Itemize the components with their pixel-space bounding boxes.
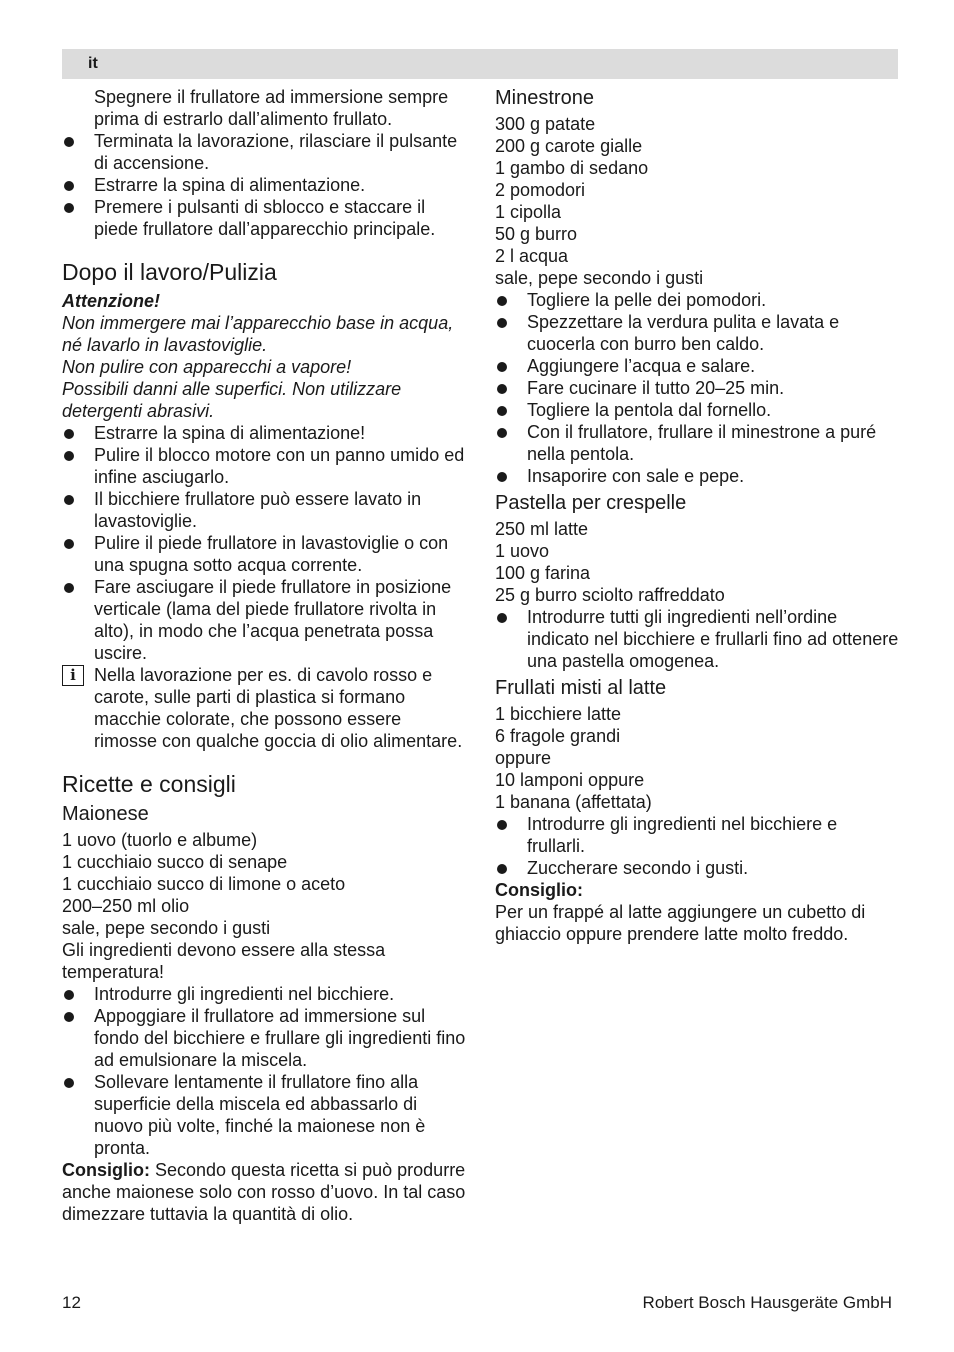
section-title-recipes: Ricette e consigli	[62, 771, 236, 797]
bullet-icon	[64, 451, 74, 461]
maionese-bullet-list	[62, 983, 466, 1159]
ingredient-line: sale, pepe secondo i gusti	[495, 268, 704, 288]
list-item: Fare asciugare il piede frullatore in posizione verticale (lama del piede frullatore rivolta in alto), in modo che l’acqua penetrata possa uscire.	[62, 576, 466, 664]
tip-label: Consiglio:	[495, 880, 583, 900]
bullet-icon	[497, 428, 507, 438]
ingredient-line: 1 banana (affettata)	[495, 792, 652, 812]
ingredient-line: 100 g farina	[495, 563, 591, 583]
ingredient-line: 50 g burro	[495, 224, 578, 244]
ingredient-line: 10 lamponi oppure	[495, 770, 645, 790]
intro-text: Spegnere il frullatore ad immersione sempre prima di estrarlo dall’alimento frullato.	[94, 87, 449, 129]
bullet-icon	[64, 1012, 74, 1022]
bullet-icon	[64, 1078, 74, 1088]
info-note	[62, 664, 466, 752]
list-item: Insaporire con sale e pepe.	[495, 465, 900, 487]
bullet-icon	[64, 583, 74, 593]
minestrone-bullet-list	[495, 289, 900, 487]
tip-text: Secondo questa ricetta si può produrre anche maionese solo con rosso d’uovo. In tal caso dimezzare tuttavia la quantità di olio.	[62, 1160, 466, 1224]
ingredient-line: 1 gambo di sedano	[495, 158, 649, 178]
ingredient-note: Gli ingredienti devono essere alla stessa temperatura!	[62, 940, 386, 982]
ingredient-line: oppure	[495, 748, 552, 768]
list-item: Estrarre la spina di alimentazione!	[62, 422, 466, 444]
ingredient-line: 300 g patate	[495, 114, 596, 134]
list-item: Spezzettare la verdura pulita e lavata e cuocerla con burro ben caldo.	[495, 311, 900, 355]
list-item: Con il frullatore, frullare il minestrone a puré nella pentola.	[495, 421, 900, 465]
warning-text: Possibili danni alle superfici. Non utilizzare detergenti abrasivi.	[62, 379, 402, 421]
frullati-bullet-list	[495, 813, 900, 879]
recipe-title-maionese: Maionese	[62, 803, 149, 825]
list-item: Zuccherare secondo i gusti.	[495, 857, 900, 879]
ingredient-line: 1 cucchiaio succo di senape	[62, 852, 288, 872]
info-text: Nella lavorazione per es. di cavolo rosso e carote, sulle parti di plastica si formano macchie colorate, che possono essere rimosse con qualche goccia di olio alimentare.	[94, 665, 463, 751]
bullet-icon	[64, 539, 74, 549]
right-column	[495, 86, 900, 945]
left-column	[62, 86, 466, 1225]
list-item: Togliere la pelle dei pomodori.	[495, 289, 900, 311]
list-item: Fare cucinare il tutto 20–25 min.	[495, 377, 900, 399]
bullet-icon	[497, 384, 507, 394]
ingredient-line: 1 uovo	[495, 541, 550, 561]
page-number: 12	[62, 1293, 81, 1312]
list-item: Appoggiare il frullatore ad immersione sul fondo del bicchiere e frullare gli ingredienti fino ad emulsionare la miscela.	[62, 1005, 466, 1071]
section-title-cleaning: Dopo il lavoro/Pulizia	[62, 259, 277, 285]
ingredient-line: 1 uovo (tuorlo e albume)	[62, 830, 258, 850]
recipe-title-frullati: Frullati misti al latte	[495, 677, 667, 699]
ingredient-line: 2 l acqua	[495, 246, 569, 266]
list-item: Pulire il piede frullatore in lavastoviglie o con una spugna sotto acqua corrente.	[62, 532, 466, 576]
info-icon: i	[62, 665, 84, 686]
bullet-icon	[64, 181, 74, 191]
list-item: Terminata la lavorazione, rilasciare il pulsante di accensione.	[62, 130, 466, 174]
ingredient-line: 200–250 ml olio	[62, 896, 190, 916]
recipe-title-pastella: Pastella per crespelle	[495, 492, 687, 514]
ingredient-line: 25 g burro sciolto raffreddato	[495, 585, 725, 605]
list-item: Togliere la pentola dal fornello.	[495, 399, 900, 421]
ingredient-line: 1 cipolla	[495, 202, 562, 222]
bullet-icon	[64, 203, 74, 213]
bullet-icon	[64, 990, 74, 1000]
warning-title: Attenzione!	[62, 291, 160, 311]
ingredient-line: sale, pepe secondo i gusti	[62, 918, 271, 938]
intro-bullet-list	[62, 130, 466, 240]
bullet-icon	[497, 864, 507, 874]
list-item: Introdurre gli ingredienti nel bicchiere e frullarli.	[495, 813, 900, 857]
bullet-icon	[497, 613, 507, 623]
list-item: Introdurre gli ingredienti nel bicchiere.	[62, 983, 466, 1005]
bullet-icon	[497, 362, 507, 372]
ingredient-line: 1 cucchiaio succo di limone o aceto	[62, 874, 346, 894]
recipe-title-minestrone: Minestrone	[495, 87, 594, 109]
list-item: Sollevare lentamente il frullatore fino alla superficie della miscela ed abbassarlo di nuovo più volte, finché la maionese non è pronta.	[62, 1071, 466, 1159]
bullet-icon	[64, 137, 74, 147]
bullet-icon	[64, 495, 74, 505]
bullet-icon	[497, 296, 507, 306]
tip-paragraph	[62, 1159, 466, 1225]
bullet-icon	[497, 406, 507, 416]
ingredient-line: 250 ml latte	[495, 519, 589, 539]
bullet-icon	[497, 318, 507, 328]
list-item: Introdurre tutti gli ingredienti nell’ordine indicato nel bicchiere e frullarli fino ad ottenere una pastella omogenea.	[495, 606, 900, 672]
language-code: it	[88, 55, 98, 72]
list-item: Aggiungere l’acqua e salare.	[495, 355, 900, 377]
bullet-icon	[64, 429, 74, 439]
list-item: Il bicchiere frullatore può essere lavato in lavastoviglie.	[62, 488, 466, 532]
tip-label: Consiglio:	[62, 1160, 150, 1180]
ingredient-line: 6 fragole grandi	[495, 726, 621, 746]
warning-text: Non immergere mai l’apparecchio base in acqua, né lavarlo in lavastoviglie.	[62, 313, 454, 355]
pastella-bullet-list	[495, 606, 900, 672]
ingredient-line: 2 pomodori	[495, 180, 586, 200]
ingredient-line: 1 bicchiere latte	[495, 704, 622, 724]
cleaning-bullet-list	[62, 422, 466, 664]
warning-text: Non pulire con apparecchi a vapore!	[62, 357, 352, 377]
language-header-bar	[62, 49, 898, 79]
company-name: Robert Bosch Hausgeräte GmbH	[642, 1293, 892, 1312]
tip-text: Per un frappé al latte aggiungere un cubetto di ghiaccio oppure prendere latte molto freddo.	[495, 902, 866, 944]
list-item: Pulire il blocco motore con un panno umido ed infine asciugarlo.	[62, 444, 466, 488]
list-item: Estrarre la spina di alimentazione.	[62, 174, 466, 196]
list-item: Premere i pulsanti di sblocco e staccare il piede frullatore dall’apparecchio principale.	[62, 196, 466, 240]
bullet-icon	[497, 820, 507, 830]
ingredient-line: 200 g carote gialle	[495, 136, 643, 156]
bullet-icon	[497, 472, 507, 482]
